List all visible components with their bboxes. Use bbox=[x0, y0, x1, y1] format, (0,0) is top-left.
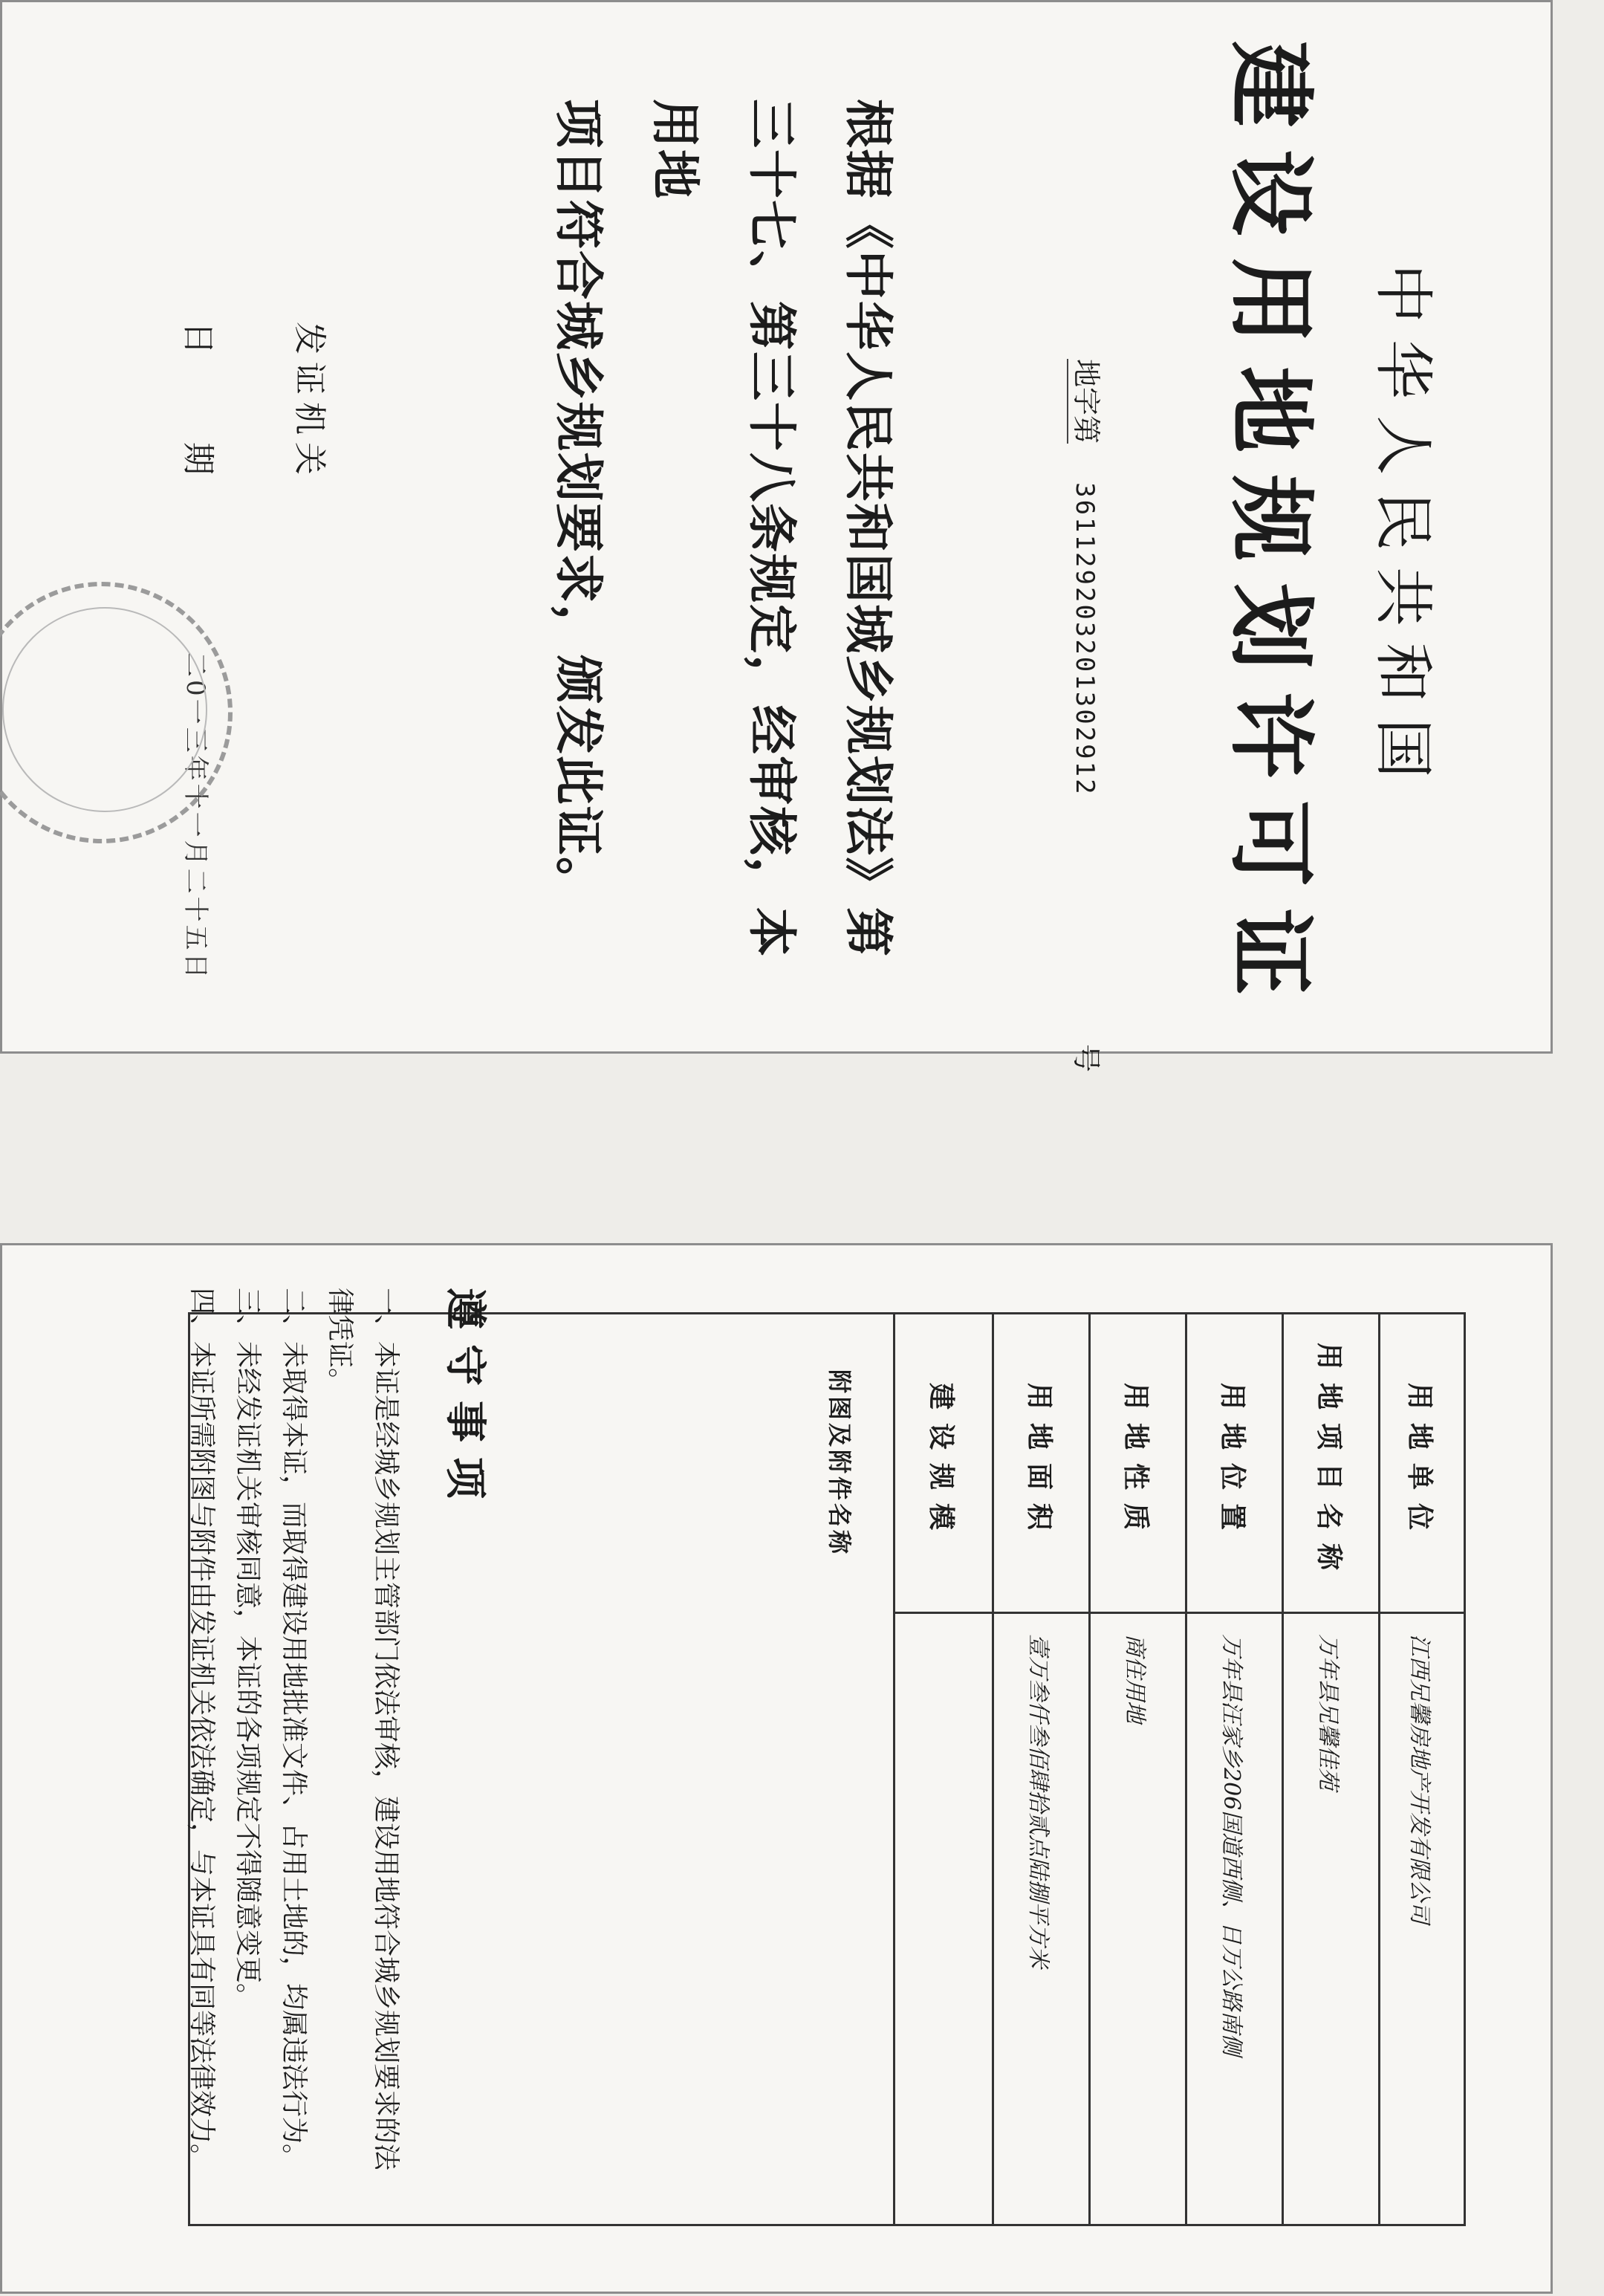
note-item: 三、未经发证机关审核同意，本证的各项规定不得随意变更。 bbox=[233, 1288, 263, 2011]
note-item: 四、本证所需附图与附件由发证机关依法确定，与本证具有同等法律效力。 bbox=[186, 1288, 217, 2171]
row-value: 万年县汪家乡206国道西侧、日万公路南侧 bbox=[1218, 1634, 1245, 2056]
date-label: 日 期 bbox=[179, 322, 217, 482]
row-value: 壹万叁仟叁佰肆拾贰点陆捌平方米 bbox=[1025, 1634, 1052, 1968]
table-row bbox=[1185, 1314, 1282, 2224]
row-label: 用地位置 bbox=[1187, 1314, 1282, 1614]
row-value: 万年县兄馨佳苑 bbox=[1315, 1634, 1342, 1790]
permit-body-text bbox=[530, 99, 916, 976]
body-line: 根据《中华人民共和国城乡规划法》第 bbox=[840, 99, 897, 958]
row-label: 用地项目名称 bbox=[1284, 1314, 1378, 1614]
permit-number-suffix: 号 bbox=[1070, 1043, 1103, 1072]
notes-items bbox=[178, 1288, 409, 2194]
row-label: 用地性质 bbox=[1091, 1314, 1185, 1614]
row-value: 江西兄馨房地产开发有限公司 bbox=[1406, 1634, 1432, 1924]
row-value: 商住用地 bbox=[1122, 1634, 1149, 1723]
note-item: 一、本证是经城乡规划主管部门依法审核，建设用地符合城乡规划要求的法律凭证。 bbox=[325, 1288, 401, 2171]
country-heading: 中华人民共和国 bbox=[1368, 264, 1438, 794]
permit-number-line bbox=[1067, 359, 1109, 1072]
note-item: 二、未取得本证，而取得建设用地批准文件、占用土地的，均属违法行为。 bbox=[279, 1288, 309, 2171]
permit-number: 361129203201302912 bbox=[1070, 482, 1100, 797]
permit-cover-panel bbox=[0, 0, 1553, 1072]
issuer-label: 发证机关 bbox=[290, 322, 328, 482]
table-row bbox=[1282, 1314, 1378, 2224]
attachments-label: 附图及附件名称 bbox=[825, 1369, 854, 1557]
permit-cover-content bbox=[2, 2, 1555, 1072]
body-line: 项目符合城乡规划要求，颁发此证。 bbox=[550, 99, 607, 907]
table-row bbox=[895, 1314, 992, 2224]
permit-number-label: 地字第 bbox=[1067, 359, 1109, 444]
table-row bbox=[1088, 1314, 1185, 2224]
table-row bbox=[992, 1314, 1088, 2224]
row-label: 建设规模 bbox=[895, 1314, 992, 1614]
body-line: 三十七、第三十八条规定，经审核，本用地 bbox=[646, 99, 800, 958]
table-row bbox=[1378, 1314, 1464, 2224]
notes-heading: 遵守事项 bbox=[441, 1288, 489, 1514]
date-value: 二0一三年十一月二十五日 bbox=[181, 652, 210, 982]
row-label: 用地单位 bbox=[1380, 1314, 1464, 1614]
seal-inner-ring bbox=[2, 607, 207, 812]
notes-region bbox=[0, 1243, 520, 2294]
row-value bbox=[895, 1634, 992, 2209]
row-label: 用地面积 bbox=[994, 1314, 1088, 1614]
permit-title: 建设用地规划许可证 bbox=[1220, 41, 1320, 1017]
notes-rotated bbox=[0, 1243, 520, 2231]
